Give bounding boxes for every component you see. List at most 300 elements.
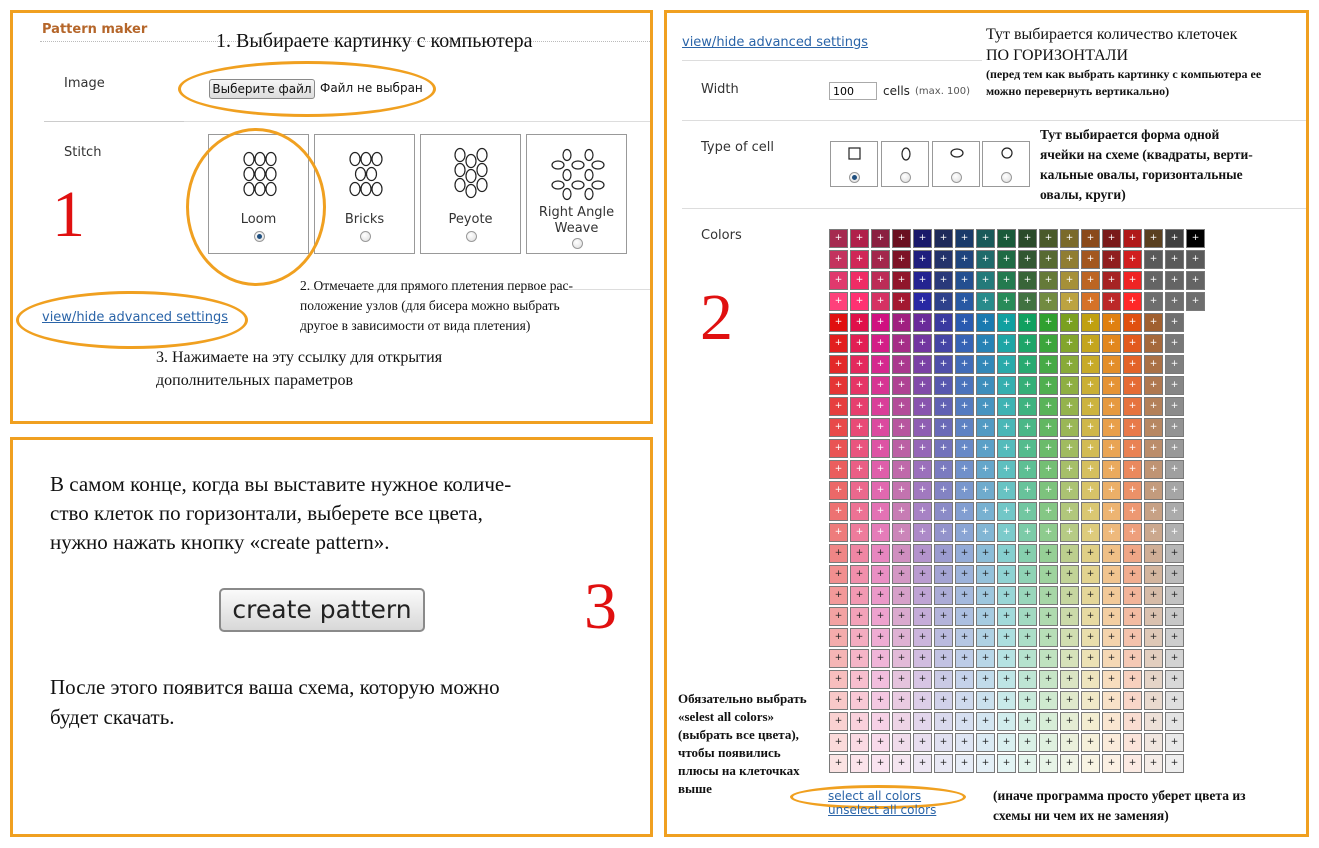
color-swatch[interactable] [1123,460,1142,479]
color-swatch[interactable] [1081,313,1100,332]
color-swatch[interactable] [1039,544,1058,563]
color-swatch[interactable] [829,523,848,542]
color-swatch[interactable] [850,481,869,500]
color-swatch[interactable] [829,439,848,458]
color-swatch[interactable] [934,229,953,248]
color-swatch[interactable] [1165,754,1184,773]
color-swatch[interactable] [1102,229,1121,248]
color-swatch[interactable] [850,670,869,689]
color-swatch[interactable] [955,334,974,353]
color-swatch[interactable] [1102,628,1121,647]
color-swatch[interactable] [1081,355,1100,374]
color-swatch[interactable] [976,754,995,773]
color-swatch[interactable] [871,397,890,416]
color-swatch[interactable] [850,418,869,437]
color-swatch[interactable] [1081,292,1100,311]
color-swatch[interactable] [976,712,995,731]
color-swatch[interactable] [1018,586,1037,605]
color-swatch[interactable] [1165,355,1184,374]
color-swatch[interactable] [1144,271,1163,290]
color-swatch[interactable] [1039,565,1058,584]
color-swatch[interactable] [1018,481,1037,500]
color-swatch[interactable] [1102,691,1121,710]
color-swatch[interactable] [850,313,869,332]
color-swatch[interactable] [892,670,911,689]
color-swatch[interactable] [1018,439,1037,458]
color-swatch[interactable] [1018,628,1037,647]
color-swatch[interactable] [1018,670,1037,689]
color-swatch[interactable] [1165,376,1184,395]
color-swatch[interactable] [1018,250,1037,269]
color-swatch[interactable] [1123,313,1142,332]
color-swatch[interactable] [976,523,995,542]
color-swatch[interactable] [1144,334,1163,353]
color-swatch[interactable] [997,334,1016,353]
color-swatch[interactable] [1165,229,1184,248]
color-swatch[interactable] [871,313,890,332]
color-swatch[interactable] [850,271,869,290]
color-swatch[interactable] [829,250,848,269]
color-swatch[interactable] [1060,628,1079,647]
color-swatch[interactable] [1165,292,1184,311]
color-swatch[interactable] [1144,250,1163,269]
width-input[interactable] [829,82,877,100]
color-swatch[interactable] [850,439,869,458]
color-swatch[interactable] [1123,271,1142,290]
color-swatch[interactable] [1081,418,1100,437]
color-swatch[interactable] [1165,649,1184,668]
color-swatch[interactable] [1060,544,1079,563]
color-swatch[interactable] [913,544,932,563]
color-swatch[interactable] [1165,565,1184,584]
color-swatch[interactable] [1123,355,1142,374]
color-swatch[interactable] [1102,376,1121,395]
color-swatch[interactable] [955,712,974,731]
color-swatch[interactable] [955,544,974,563]
color-swatch[interactable] [997,481,1016,500]
color-swatch[interactable] [955,586,974,605]
color-swatch[interactable] [1060,523,1079,542]
color-swatch[interactable] [829,691,848,710]
color-swatch[interactable] [997,460,1016,479]
color-swatch[interactable] [850,733,869,752]
color-swatch[interactable] [1123,334,1142,353]
color-swatch[interactable] [976,460,995,479]
color-swatch[interactable] [1165,502,1184,521]
color-swatch[interactable] [1039,334,1058,353]
color-swatch[interactable] [1123,691,1142,710]
color-swatch[interactable] [997,502,1016,521]
color-swatch[interactable] [871,754,890,773]
color-swatch[interactable] [976,334,995,353]
cell-type-square[interactable] [830,141,878,187]
color-swatch[interactable] [1039,397,1058,416]
color-swatch[interactable] [871,670,890,689]
color-swatch[interactable] [850,544,869,563]
color-swatch[interactable] [913,607,932,626]
color-swatch[interactable] [913,313,932,332]
color-swatch[interactable] [997,628,1016,647]
color-swatch[interactable] [1102,670,1121,689]
color-swatch[interactable] [829,502,848,521]
color-swatch[interactable] [976,355,995,374]
color-swatch[interactable] [1060,376,1079,395]
color-swatch[interactable] [1165,712,1184,731]
color-swatch[interactable] [955,292,974,311]
color-swatch[interactable] [829,271,848,290]
color-swatch[interactable] [997,271,1016,290]
stitch-radio-peyote[interactable] [466,231,477,242]
color-swatch[interactable] [1060,607,1079,626]
color-swatch[interactable] [850,628,869,647]
choose-file-button[interactable] [209,79,315,99]
color-swatch[interactable] [1039,292,1058,311]
color-swatch[interactable] [892,754,911,773]
color-swatch[interactable] [976,565,995,584]
color-swatch[interactable] [1081,754,1100,773]
color-swatch[interactable] [1165,544,1184,563]
color-swatch[interactable] [1144,691,1163,710]
color-swatch[interactable] [1081,628,1100,647]
color-swatch[interactable] [955,607,974,626]
color-swatch[interactable] [913,250,932,269]
color-swatch[interactable] [913,754,932,773]
color-swatch[interactable] [1060,229,1079,248]
color-swatch[interactable] [934,754,953,773]
color-swatch[interactable] [913,649,932,668]
color-swatch[interactable] [934,397,953,416]
color-swatch[interactable] [1060,355,1079,374]
color-swatch[interactable] [955,439,974,458]
color-swatch[interactable] [997,712,1016,731]
color-swatch[interactable] [934,565,953,584]
color-swatch[interactable] [997,754,1016,773]
color-swatch[interactable] [1081,670,1100,689]
select-all-colors-link[interactable]: select all colors [828,789,922,803]
color-swatch[interactable] [934,607,953,626]
color-swatch[interactable] [913,376,932,395]
color-swatch[interactable] [955,229,974,248]
color-swatch[interactable] [955,733,974,752]
stitch-option-peyote[interactable] [420,134,521,254]
stitch-radio-right-angle-weave[interactable] [572,238,583,249]
create-pattern-button[interactable] [219,588,425,632]
color-swatch[interactable] [1018,292,1037,311]
color-swatch[interactable] [913,271,932,290]
color-swatch[interactable] [1039,481,1058,500]
color-swatch[interactable] [871,691,890,710]
color-swatch[interactable] [1060,334,1079,353]
color-swatch[interactable] [871,334,890,353]
color-swatch[interactable] [976,397,995,416]
color-swatch[interactable] [892,439,911,458]
color-swatch[interactable] [871,481,890,500]
color-swatch[interactable] [850,754,869,773]
color-swatch[interactable] [850,355,869,374]
color-swatch[interactable] [871,586,890,605]
color-swatch[interactable] [955,397,974,416]
color-swatch[interactable] [976,376,995,395]
color-swatch[interactable] [1081,397,1100,416]
color-swatch[interactable] [1102,712,1121,731]
color-swatch[interactable] [1123,733,1142,752]
color-swatch[interactable] [913,712,932,731]
color-swatch[interactable] [1060,460,1079,479]
color-swatch[interactable] [955,628,974,647]
color-swatch[interactable] [1018,712,1037,731]
color-swatch[interactable] [1018,313,1037,332]
color-swatch[interactable] [1102,565,1121,584]
color-swatch[interactable] [997,355,1016,374]
color-swatch[interactable] [850,649,869,668]
color-swatch[interactable] [1144,733,1163,752]
color-swatch[interactable] [871,649,890,668]
color-swatch[interactable] [976,439,995,458]
color-swatch[interactable] [1123,502,1142,521]
color-swatch[interactable] [1039,439,1058,458]
color-swatch[interactable] [955,691,974,710]
color-swatch[interactable] [1102,334,1121,353]
color-swatch[interactable] [1081,649,1100,668]
color-swatch[interactable] [1123,397,1142,416]
color-swatch[interactable] [1186,229,1205,248]
color-swatch[interactable] [1039,733,1058,752]
color-swatch[interactable] [913,586,932,605]
color-swatch[interactable] [955,565,974,584]
color-swatch[interactable] [1018,271,1037,290]
color-swatch[interactable] [955,754,974,773]
color-swatch[interactable] [1165,250,1184,269]
color-swatch[interactable] [892,691,911,710]
color-swatch[interactable] [892,586,911,605]
color-swatch[interactable] [934,355,953,374]
color-swatch[interactable] [1018,355,1037,374]
color-swatch[interactable] [1060,712,1079,731]
color-swatch[interactable] [1123,649,1142,668]
color-swatch[interactable] [1018,649,1037,668]
color-swatch[interactable] [1123,586,1142,605]
color-swatch[interactable] [892,481,911,500]
color-swatch[interactable] [892,502,911,521]
color-swatch[interactable] [1165,733,1184,752]
color-swatch[interactable] [913,733,932,752]
color-swatch[interactable] [1081,334,1100,353]
color-swatch[interactable] [829,649,848,668]
color-swatch[interactable] [1018,229,1037,248]
color-swatch[interactable] [892,397,911,416]
cell-type-radio-vertical-oval[interactable] [900,172,911,183]
color-swatch[interactable] [1039,649,1058,668]
color-swatch[interactable] [871,229,890,248]
color-swatch[interactable] [1081,691,1100,710]
color-swatch[interactable] [1018,691,1037,710]
color-swatch[interactable] [871,523,890,542]
color-swatch[interactable] [955,355,974,374]
color-swatch[interactable] [850,292,869,311]
color-swatch[interactable] [997,607,1016,626]
color-swatch[interactable] [829,334,848,353]
color-swatch[interactable] [1060,565,1079,584]
color-swatch[interactable] [1102,502,1121,521]
color-swatch[interactable] [1081,502,1100,521]
color-swatch[interactable] [829,229,848,248]
color-swatch[interactable] [1102,313,1121,332]
color-swatch[interactable] [934,649,953,668]
color-swatch[interactable] [892,334,911,353]
color-swatch[interactable] [1123,439,1142,458]
color-swatch[interactable] [1060,271,1079,290]
color-swatch[interactable] [913,460,932,479]
color-swatch[interactable] [892,229,911,248]
color-swatch[interactable] [829,670,848,689]
color-swatch[interactable] [997,523,1016,542]
color-swatch[interactable] [1144,712,1163,731]
color-swatch[interactable] [892,565,911,584]
color-swatch[interactable] [934,544,953,563]
stitch-option-right-angle-weave[interactable] [526,134,627,254]
color-swatch[interactable] [976,586,995,605]
color-swatch[interactable] [850,565,869,584]
color-swatch[interactable] [976,691,995,710]
color-swatch[interactable] [1081,439,1100,458]
color-swatch[interactable] [892,355,911,374]
color-swatch[interactable] [829,481,848,500]
color-swatch[interactable] [850,334,869,353]
color-swatch[interactable] [1165,691,1184,710]
color-swatch[interactable] [1102,292,1121,311]
color-swatch[interactable] [1165,313,1184,332]
color-swatch[interactable] [1123,565,1142,584]
color-swatch[interactable] [1081,229,1100,248]
color-swatch[interactable] [976,544,995,563]
color-swatch[interactable] [1039,607,1058,626]
color-swatch[interactable] [1144,376,1163,395]
color-swatch[interactable] [1165,481,1184,500]
color-swatch[interactable] [955,313,974,332]
color-swatch[interactable] [1081,481,1100,500]
color-swatch[interactable] [829,565,848,584]
color-swatch[interactable] [1144,313,1163,332]
color-swatch[interactable] [1165,334,1184,353]
color-swatch[interactable] [829,397,848,416]
color-swatch[interactable] [934,523,953,542]
color-swatch[interactable] [1039,586,1058,605]
color-swatch[interactable] [871,376,890,395]
color-swatch[interactable] [976,502,995,521]
color-swatch[interactable] [1144,565,1163,584]
color-swatch[interactable] [892,271,911,290]
color-swatch[interactable] [913,439,932,458]
color-swatch[interactable] [1060,313,1079,332]
color-swatch[interactable] [850,250,869,269]
color-swatch[interactable] [1060,649,1079,668]
color-swatch[interactable] [871,355,890,374]
color-swatch[interactable] [934,733,953,752]
color-swatch[interactable] [1081,733,1100,752]
color-swatch[interactable] [997,586,1016,605]
color-swatch[interactable] [850,502,869,521]
color-swatch[interactable] [892,418,911,437]
color-swatch[interactable] [976,628,995,647]
color-swatch[interactable] [955,418,974,437]
color-swatch[interactable] [829,733,848,752]
color-swatch[interactable] [829,586,848,605]
color-swatch[interactable] [1081,565,1100,584]
color-swatch[interactable] [1018,502,1037,521]
color-swatch[interactable] [976,607,995,626]
color-swatch[interactable] [1165,460,1184,479]
color-swatch[interactable] [955,523,974,542]
color-swatch[interactable] [1060,754,1079,773]
color-swatch[interactable] [892,460,911,479]
color-swatch[interactable] [1144,502,1163,521]
color-swatch[interactable] [850,376,869,395]
color-swatch[interactable] [997,313,1016,332]
color-swatch[interactable] [976,229,995,248]
color-swatch[interactable] [1144,439,1163,458]
advanced-settings-link-2[interactable]: view/hide advanced settings [682,35,869,50]
color-swatch[interactable] [997,439,1016,458]
color-swatch[interactable] [997,670,1016,689]
color-swatch[interactable] [1081,607,1100,626]
color-swatch[interactable] [1060,397,1079,416]
color-swatch[interactable] [871,544,890,563]
color-swatch[interactable] [1039,670,1058,689]
color-swatch[interactable] [1060,292,1079,311]
color-swatch[interactable] [1123,418,1142,437]
color-swatch[interactable] [997,565,1016,584]
color-swatch[interactable] [976,481,995,500]
color-swatch[interactable] [1165,628,1184,647]
color-swatch[interactable] [871,439,890,458]
color-swatch[interactable] [1060,586,1079,605]
color-swatch[interactable] [871,460,890,479]
color-swatch[interactable] [976,313,995,332]
color-swatch[interactable] [892,544,911,563]
color-swatch[interactable] [1081,376,1100,395]
color-swatch[interactable] [850,712,869,731]
color-swatch[interactable] [955,250,974,269]
color-swatch[interactable] [829,292,848,311]
color-swatch[interactable] [976,649,995,668]
color-swatch[interactable] [934,439,953,458]
color-swatch[interactable] [1102,733,1121,752]
cell-type-radio-horizontal-oval[interactable] [951,172,962,183]
color-swatch[interactable] [1018,607,1037,626]
color-swatch[interactable] [871,292,890,311]
color-swatch[interactable] [997,418,1016,437]
color-swatch[interactable] [1123,712,1142,731]
color-swatch[interactable] [1144,460,1163,479]
color-swatch[interactable] [829,712,848,731]
color-swatch[interactable] [934,691,953,710]
color-swatch[interactable] [997,229,1016,248]
color-swatch[interactable] [934,670,953,689]
color-swatch[interactable] [892,523,911,542]
color-swatch[interactable] [955,271,974,290]
color-swatch[interactable] [829,607,848,626]
color-swatch[interactable] [1081,250,1100,269]
color-swatch[interactable] [913,565,932,584]
color-swatch[interactable] [1123,670,1142,689]
color-swatch[interactable] [871,502,890,521]
color-swatch[interactable] [1039,460,1058,479]
color-swatch[interactable] [1165,439,1184,458]
color-swatch[interactable] [892,733,911,752]
color-swatch[interactable] [1081,460,1100,479]
color-swatch[interactable] [1144,649,1163,668]
color-swatch[interactable] [892,649,911,668]
